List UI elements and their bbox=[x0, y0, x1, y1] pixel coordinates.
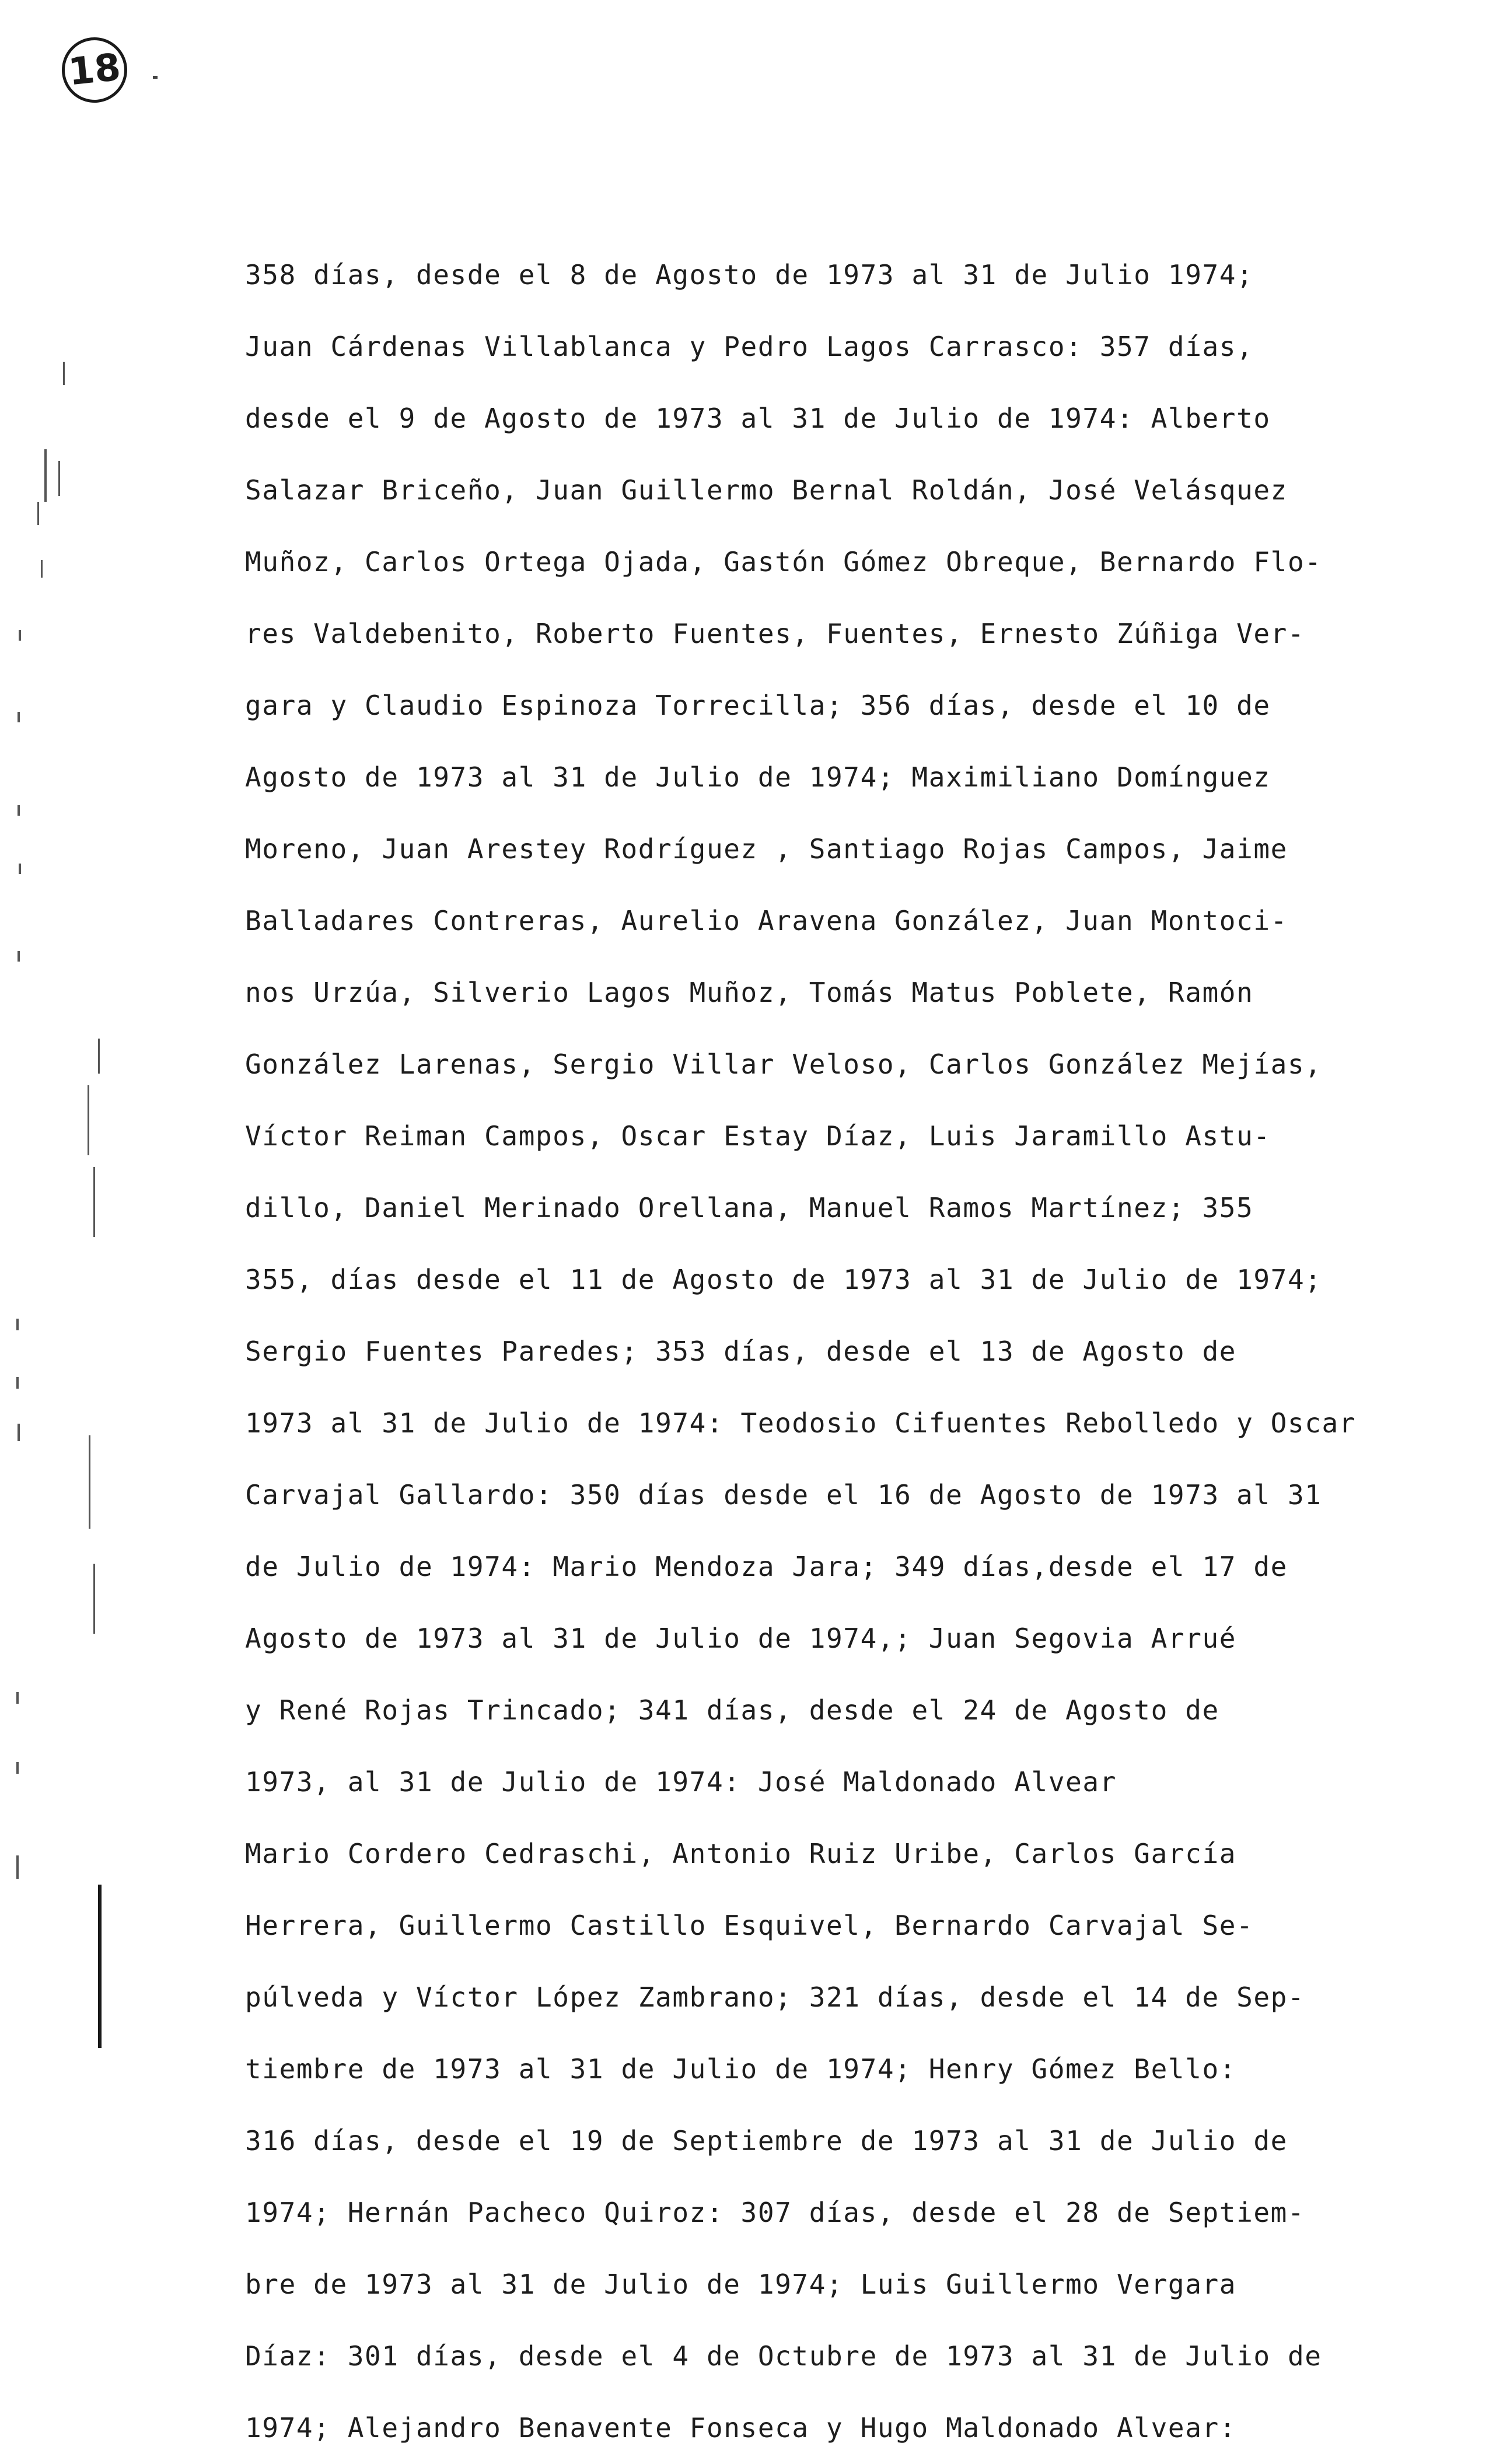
text-line: Herrera, Guillermo Castillo Esquivel, Bernardo Carvajal Se- bbox=[245, 1910, 1254, 1941]
text-line: tiembre de 1973 al 31 de Julio de 1974; Henry Gómez Bello: bbox=[245, 2053, 1237, 2085]
text-line: Agosto de 1973 al 31 de Julio de 1974; Maximiliano Domínguez bbox=[245, 761, 1271, 793]
text-line: Balladares Contreras, Aurelio Aravena González, Juan Montoci- bbox=[245, 905, 1288, 936]
text-line: 1974; Alejandro Benavente Fonseca y Hugo Maldonado Alvear: bbox=[245, 2412, 1237, 2444]
scan-mark bbox=[16, 1692, 19, 1704]
scan-mark bbox=[37, 502, 39, 525]
text-line: 1973, al 31 de Julio de 1974: José Maldonado Alvear bbox=[245, 1766, 1117, 1798]
text-line: púlveda y Víctor López Zambrano; 321 días, desde el 14 de Sep- bbox=[245, 1981, 1305, 2013]
scan-mark bbox=[16, 1855, 19, 1879]
text-line: Sergio Fuentes Paredes; 353 días, desde el 13 de Agosto de bbox=[245, 1336, 1237, 1367]
scan-mark bbox=[18, 805, 20, 816]
scan-mark bbox=[93, 1564, 95, 1634]
scan-mark bbox=[16, 1319, 19, 1330]
scan-mark bbox=[63, 362, 65, 385]
text-line: 1973 al 31 de Julio de 1974: Teodosio Cifuentes Rebolledo y Oscar bbox=[245, 1407, 1357, 1439]
text-line: Agosto de 1973 al 31 de Julio de 1974,; Juan Segovia Arrué bbox=[245, 1623, 1237, 1654]
text-line: Muñoz, Carlos Ortega Ojada, Gastón Gómez Obreque, Bernardo Flo- bbox=[245, 546, 1322, 578]
scan-mark bbox=[44, 449, 47, 502]
text-line: Salazar Briceño, Juan Guillermo Bernal Roldán, José Velásquez bbox=[245, 474, 1288, 506]
text-line: Carvajal Gallardo: 350 días desde el 16 de Agosto de 1973 al 31 bbox=[245, 1479, 1322, 1511]
scan-mark bbox=[89, 1435, 90, 1529]
scan-mark bbox=[98, 1885, 102, 2048]
scan-mark bbox=[18, 712, 20, 722]
text-line: Díaz: 301 días, desde el 4 de Octubre de 1973 al 31 de Julio de bbox=[245, 2340, 1322, 2372]
text-line: y René Rojas Trincado; 341 días, desde el 24 de Agosto de bbox=[245, 1694, 1219, 1726]
scan-mark bbox=[18, 951, 20, 962]
scan-speck bbox=[153, 76, 158, 79]
scan-mark bbox=[19, 630, 21, 641]
page-number: 18 bbox=[66, 46, 123, 95]
text-line: desde el 9 de Agosto de 1973 al 31 de Julio de 1974: Alberto bbox=[245, 403, 1271, 434]
text-line: 355, días desde el 11 de Agosto de 1973 al 31 de Julio de 1974; bbox=[245, 1264, 1322, 1295]
text-line: dillo, Daniel Merinado Orellana, Manuel Ramos Martínez; 355 bbox=[245, 1192, 1254, 1224]
text-line: Mario Cordero Cedraschi, Antonio Ruiz Uribe, Carlos García bbox=[245, 1838, 1237, 1869]
text-line: res Valdebenito, Roberto Fuentes, Fuentes, Ernesto Zúñiga Ver- bbox=[245, 618, 1305, 649]
text-line: de Julio de 1974: Mario Mendoza Jara; 349 días,desde el 17 de bbox=[245, 1551, 1288, 1582]
scan-mark bbox=[93, 1167, 95, 1237]
left-margin-scan-marks bbox=[0, 0, 152, 2048]
text-line: 358 días, desde el 8 de Agosto de 1973 al 31 de Julio 1974; bbox=[245, 259, 1254, 291]
text-line: nos Urzúa, Silverio Lagos Muñoz, Tomás Matus Poblete, Ramón bbox=[245, 977, 1254, 1008]
scan-mark bbox=[16, 1762, 19, 1774]
scan-mark bbox=[58, 461, 60, 496]
scan-mark bbox=[41, 560, 43, 578]
scan-mark bbox=[88, 1085, 89, 1155]
scan-mark bbox=[18, 1424, 20, 1441]
text-line: bre de 1973 al 31 de Julio de 1974; Luis Guillermo Vergara bbox=[245, 2269, 1237, 2300]
text-line: González Larenas, Sergio Villar Veloso, Carlos González Mejías, bbox=[245, 1048, 1322, 1080]
text-line: Moreno, Juan Arestey Rodríguez , Santiago Rojas Campos, Jaime bbox=[245, 833, 1288, 865]
scan-mark bbox=[98, 1039, 100, 1074]
text-line: 1974; Hernán Pacheco Quiroz: 307 días, desde el 28 de Septiem- bbox=[245, 2197, 1305, 2228]
text-line: Juan Cárdenas Villablanca y Pedro Lagos Carrasco: 357 días, bbox=[245, 331, 1254, 362]
text-line: gara y Claudio Espinoza Torrecilla; 356 días, desde el 10 de bbox=[245, 690, 1271, 721]
scan-mark bbox=[19, 864, 21, 874]
scan-mark bbox=[16, 1377, 19, 1389]
text-line: Víctor Reiman Campos, Oscar Estay Díaz, Luis Jaramillo Astu- bbox=[245, 1120, 1271, 1152]
typed-text-body bbox=[245, 239, 1447, 2464]
text-line: 316 días, desde el 19 de Septiembre de 1973 al 31 de Julio de bbox=[245, 2125, 1288, 2157]
